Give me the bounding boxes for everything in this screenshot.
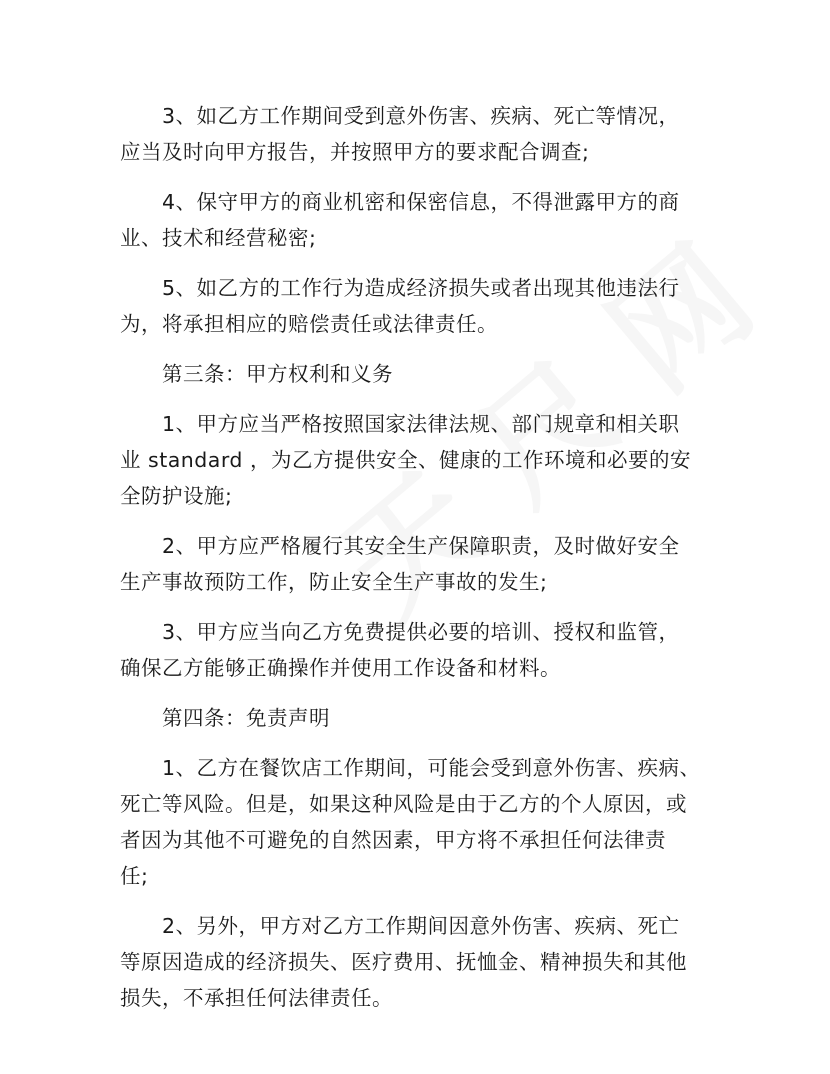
paragraph-line: 为，将承担相应的赔偿责任或法律责任。 <box>120 312 498 336</box>
paragraph-clause-4-1 <box>120 750 720 894</box>
paragraph-clause-2-5 <box>120 270 720 342</box>
paragraph-clause-2-4 <box>120 184 720 256</box>
paragraph-line: 死亡等风险。但是，如果这种风险是由于乙方的个人原因，或 <box>120 792 687 816</box>
paragraph-line: 等原因造成的经济损失、医疗费用、抚恤金、精神损失和其他 <box>120 950 687 974</box>
paragraph-line: 1、乙方在餐饮店工作期间，可能会受到意外伤害、疾病、 <box>162 756 701 780</box>
paragraph-line: 业、技术和经营秘密; <box>120 226 317 250</box>
paragraph-line: 2、甲方应严格履行其安全生产保障职责，及时做好安全 <box>162 534 680 558</box>
paragraph-clause-2-3 <box>120 98 720 170</box>
paragraph-line: 3、甲方应当向乙方免费提供必要的培训、授权和监管， <box>162 620 680 644</box>
paragraph-clause-3-2 <box>120 528 720 600</box>
paragraph-clause-4-2 <box>120 908 720 1016</box>
paragraph-clause-3-3 <box>120 614 720 686</box>
section-heading-article-3: 第三条：甲方权利和义务 <box>162 362 393 386</box>
paragraph-line: 4、保守甲方的商业机密和保密信息，不得泄露甲方的商 <box>162 190 680 214</box>
paragraph-line: 损失，不承担任何法律责任。 <box>120 986 393 1010</box>
paragraph-line: 确保乙方能够正确操作并使用工作设备和材料。 <box>120 656 561 680</box>
paragraph-line: 1、甲方应当严格按照国家法律法规、部门规章和相关职 <box>162 412 680 436</box>
paragraph-line: 2、另外，甲方对乙方工作期间因意外伤害、疾病、死亡 <box>162 914 680 938</box>
paragraph-clause-3-1 <box>120 406 720 514</box>
paragraph-line: 任; <box>120 864 149 888</box>
document-body <box>120 98 720 1030</box>
paragraph-line: 生产事故预防工作，防止安全生产事故的发生; <box>120 570 548 594</box>
paragraph-line: 应当及时向甲方报告，并按照甲方的要求配合调查; <box>120 140 590 164</box>
paragraph-line: 全防护设施; <box>120 484 233 508</box>
paragraph-line: 者因为其他不可避免的自然因素，甲方将不承担任何法律责 <box>120 828 666 852</box>
paragraph-line: 3、如乙方工作期间受到意外伤害、疾病、死亡等情况， <box>162 104 680 128</box>
paragraph-line: 业 standard ，为乙方提供安全、健康的工作环境和必要的安 <box>120 448 691 472</box>
section-heading-article-4: 第四条：免责声明 <box>162 706 330 730</box>
paragraph-line: 5、如乙方的工作行为造成经济损失或者出现其他违法行 <box>162 276 680 300</box>
